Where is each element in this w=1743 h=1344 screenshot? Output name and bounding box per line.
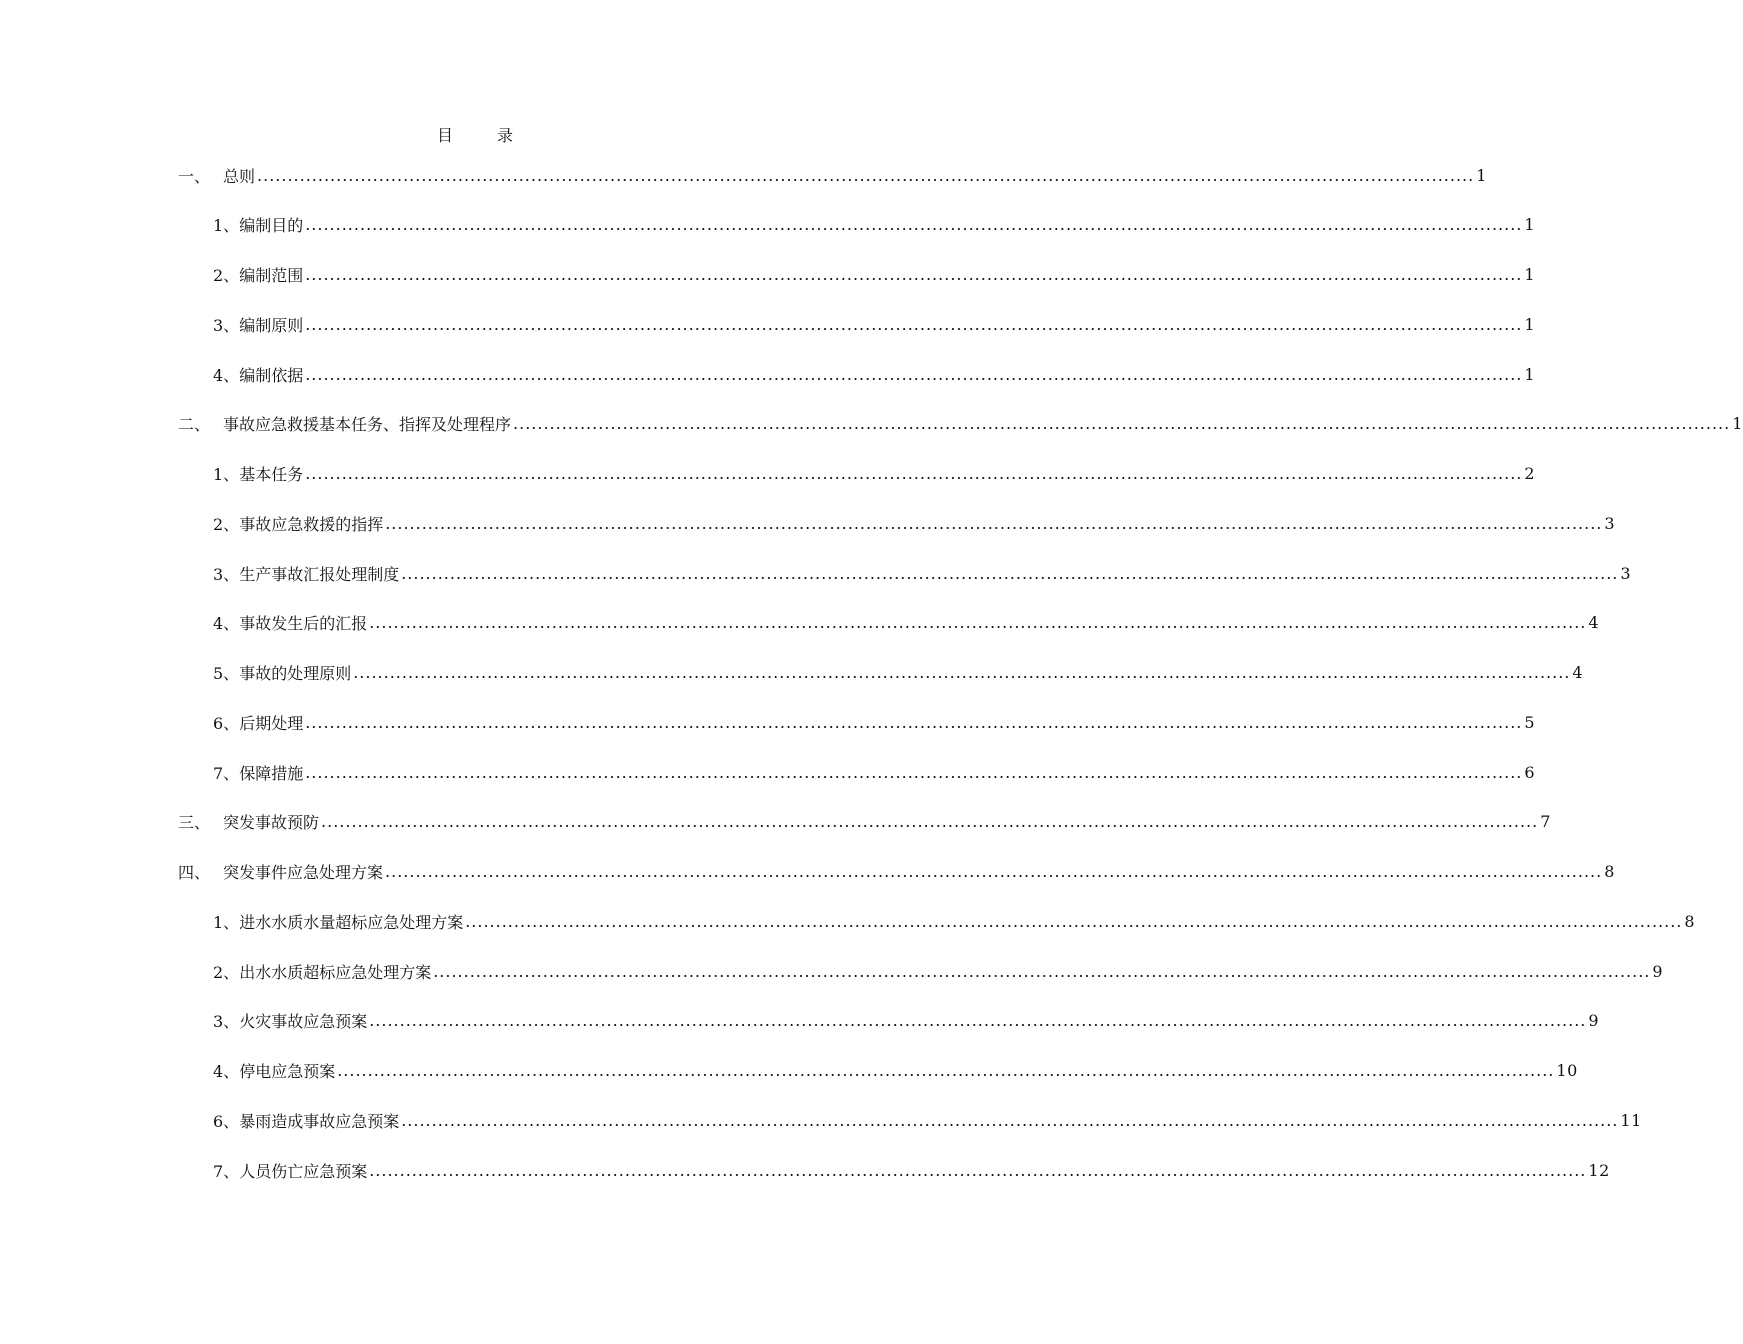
dot-leader: ........................................................................................................................................................................................................	[353, 663, 1571, 682]
toc-entry-label: 事故的处理原则	[239, 664, 352, 683]
toc-entry-label: 事故应急救援基本任务、指挥及处理程序	[223, 415, 512, 435]
toc-entry[interactable]	[213, 309, 1536, 339]
toc-entry-label: 编制范围	[239, 266, 304, 285]
toc-entry-label: 突发事件应急处理方案	[223, 863, 384, 882]
toc-entry-page-number: 8	[1684, 911, 1696, 931]
dot-leader: ........................................................................................................................................................................................................	[369, 613, 1587, 633]
toc-entry-label: 突发事故预防	[223, 813, 320, 833]
toc-entry[interactable]	[213, 508, 1616, 538]
toc-entry-label: 编制目的	[239, 216, 304, 236]
dot-leader: ........................................................................................................................................................................................................	[369, 1011, 1587, 1031]
toc-entry-label: 编制依据	[239, 365, 304, 385]
toc-entry-number: 7、	[213, 763, 240, 783]
toc-entry[interactable]	[213, 608, 1600, 638]
toc-entry-label: 事故发生后的汇报	[239, 614, 368, 634]
toc-entry-number: 6、	[213, 713, 240, 733]
toc-entry[interactable]	[178, 409, 1743, 439]
toc-entry-page-number: 10	[1556, 1061, 1578, 1080]
toc-entry-label: 编制原则	[239, 315, 304, 335]
toc-entry[interactable]	[213, 658, 1584, 688]
toc-entry-number: 3、	[213, 315, 240, 335]
toc-entry[interactable]	[178, 807, 1551, 837]
toc-entry[interactable]	[213, 1056, 1578, 1086]
dot-leader: ........................................................................................................................................................................................................	[433, 961, 1651, 981]
toc-entry[interactable]	[213, 260, 1536, 290]
toc-entry-label: 生产事故汇报处理制度	[239, 564, 400, 584]
toc-entry-number: 4、	[213, 365, 240, 385]
toc-entry-label: 总则	[223, 166, 256, 186]
dot-leader: ........................................................................................................................................................................................................	[513, 414, 1731, 434]
toc-entry-page-number: 1	[1524, 364, 1536, 384]
toc-entry-page-number: 7	[1540, 812, 1551, 832]
toc-entry[interactable]	[213, 359, 1536, 389]
toc-entry-page-number: 3	[1620, 563, 1632, 583]
toc-entry-number: 4、	[213, 1062, 240, 1081]
toc-entry-label: 后期处理	[239, 713, 304, 733]
dot-leader: ........................................................................................................................................................................................................	[385, 513, 1603, 533]
toc-entry[interactable]	[213, 906, 1696, 936]
toc-entry[interactable]	[213, 707, 1536, 737]
toc-entry-label: 火灾事故应急预案	[239, 1012, 368, 1032]
toc-entry-page-number: 5	[1524, 712, 1536, 732]
toc-entry-page-number: 4	[1572, 663, 1584, 682]
toc-entry-number: 3、	[213, 1012, 240, 1032]
dot-leader: ........................................................................................................................................................................................................	[305, 712, 1523, 732]
dot-leader: ........................................................................................................................................................................................................	[321, 812, 1539, 832]
dot-leader: ........................................................................................................................................................................................................	[257, 165, 1475, 185]
dot-leader: ........................................................................................................................................................................................................	[305, 464, 1523, 483]
toc-entry-label: 保障措施	[239, 763, 304, 783]
toc-entry-number: 三、	[178, 813, 211, 833]
toc-entry-label: 暴雨造成事故应急预案	[239, 1111, 400, 1131]
toc-entry-page-number: 9	[1652, 961, 1664, 981]
toc-entry[interactable]	[213, 558, 1632, 588]
toc-entry-page-number: 2	[1524, 464, 1536, 483]
toc-entry-number: 3、	[213, 564, 240, 584]
toc-entry-number: 四、	[178, 863, 211, 882]
dot-leader: ........................................................................................................................................................................................................	[385, 862, 1603, 881]
page-title: 目 录	[436, 126, 527, 145]
toc-entry-number: 1、	[213, 216, 240, 236]
dot-leader: ........................................................................................................................................................................................................	[305, 265, 1523, 284]
toc-entry-number: 1、	[213, 465, 240, 484]
toc-entry[interactable]	[213, 956, 1664, 986]
toc-entry[interactable]	[213, 1105, 1642, 1135]
toc-entry-number: 2、	[213, 514, 240, 534]
toc-entry-label: 停电应急预案	[239, 1062, 336, 1081]
toc-entry-label: 进水水质水量超标应急处理方案	[239, 912, 464, 932]
toc-entry-number: 5、	[213, 664, 240, 683]
toc-entry[interactable]	[213, 210, 1536, 240]
dot-leader: ........................................................................................................................................................................................................	[401, 1110, 1619, 1130]
toc-entry-number: 7、	[213, 1161, 240, 1181]
toc-entry-page-number: 1	[1476, 165, 1487, 185]
toc-entry[interactable]	[213, 757, 1536, 787]
toc-entry-number: 一、	[178, 166, 211, 186]
toc-entry-number: 2、	[213, 266, 240, 285]
dot-leader: ........................................................................................................................................................................................................	[305, 364, 1523, 384]
dot-leader: ........................................................................................................................................................................................................	[305, 314, 1523, 334]
toc-entry[interactable]	[213, 1006, 1600, 1036]
toc-entry-page-number: 8	[1604, 862, 1615, 881]
dot-leader: ........................................................................................................................................................................................................	[305, 762, 1523, 782]
toc-entry-label: 人员伤亡应急预案	[239, 1161, 368, 1181]
toc-entry-page-number: 6	[1524, 762, 1536, 782]
toc-entry-page-number: 11	[1620, 1110, 1642, 1130]
toc-entry-number: 2、	[213, 962, 240, 982]
toc-entry-page-number: 9	[1588, 1011, 1600, 1031]
toc-entry-number: 6、	[213, 1111, 240, 1131]
toc-entry-page-number: 12	[1588, 1160, 1610, 1180]
toc-entry-number: 1、	[213, 912, 240, 932]
toc-entry[interactable]	[178, 160, 1487, 190]
toc-entry[interactable]	[178, 857, 1615, 887]
toc-entry-page-number: 1	[1524, 314, 1536, 334]
toc-entry-number: 二、	[178, 415, 211, 435]
dot-leader: ........................................................................................................................................................................................................	[305, 215, 1523, 235]
toc-entry-page-number: 1	[1524, 265, 1536, 284]
toc-entry[interactable]	[213, 1155, 1610, 1185]
toc-entry-page-number: 4	[1588, 613, 1600, 633]
toc-entry-page-number: 1	[1524, 215, 1536, 235]
dot-leader: ........................................................................................................................................................................................................	[337, 1061, 1555, 1080]
dot-leader: ........................................................................................................................................................................................................	[465, 911, 1683, 931]
toc-entry-page-number: 1	[1732, 414, 1743, 434]
toc-entry-page-number: 3	[1604, 513, 1616, 533]
toc-entry-label: 基本任务	[239, 465, 304, 484]
dot-leader: ........................................................................................................................................................................................................	[401, 563, 1619, 583]
toc-entry-label: 事故应急救援的指挥	[239, 514, 384, 534]
dot-leader: ........................................................................................................................................................................................................	[369, 1160, 1587, 1180]
toc-entry-number: 4、	[213, 614, 240, 634]
toc-entry-label: 出水水质超标应急处理方案	[239, 962, 432, 982]
toc-entry[interactable]	[213, 459, 1536, 489]
